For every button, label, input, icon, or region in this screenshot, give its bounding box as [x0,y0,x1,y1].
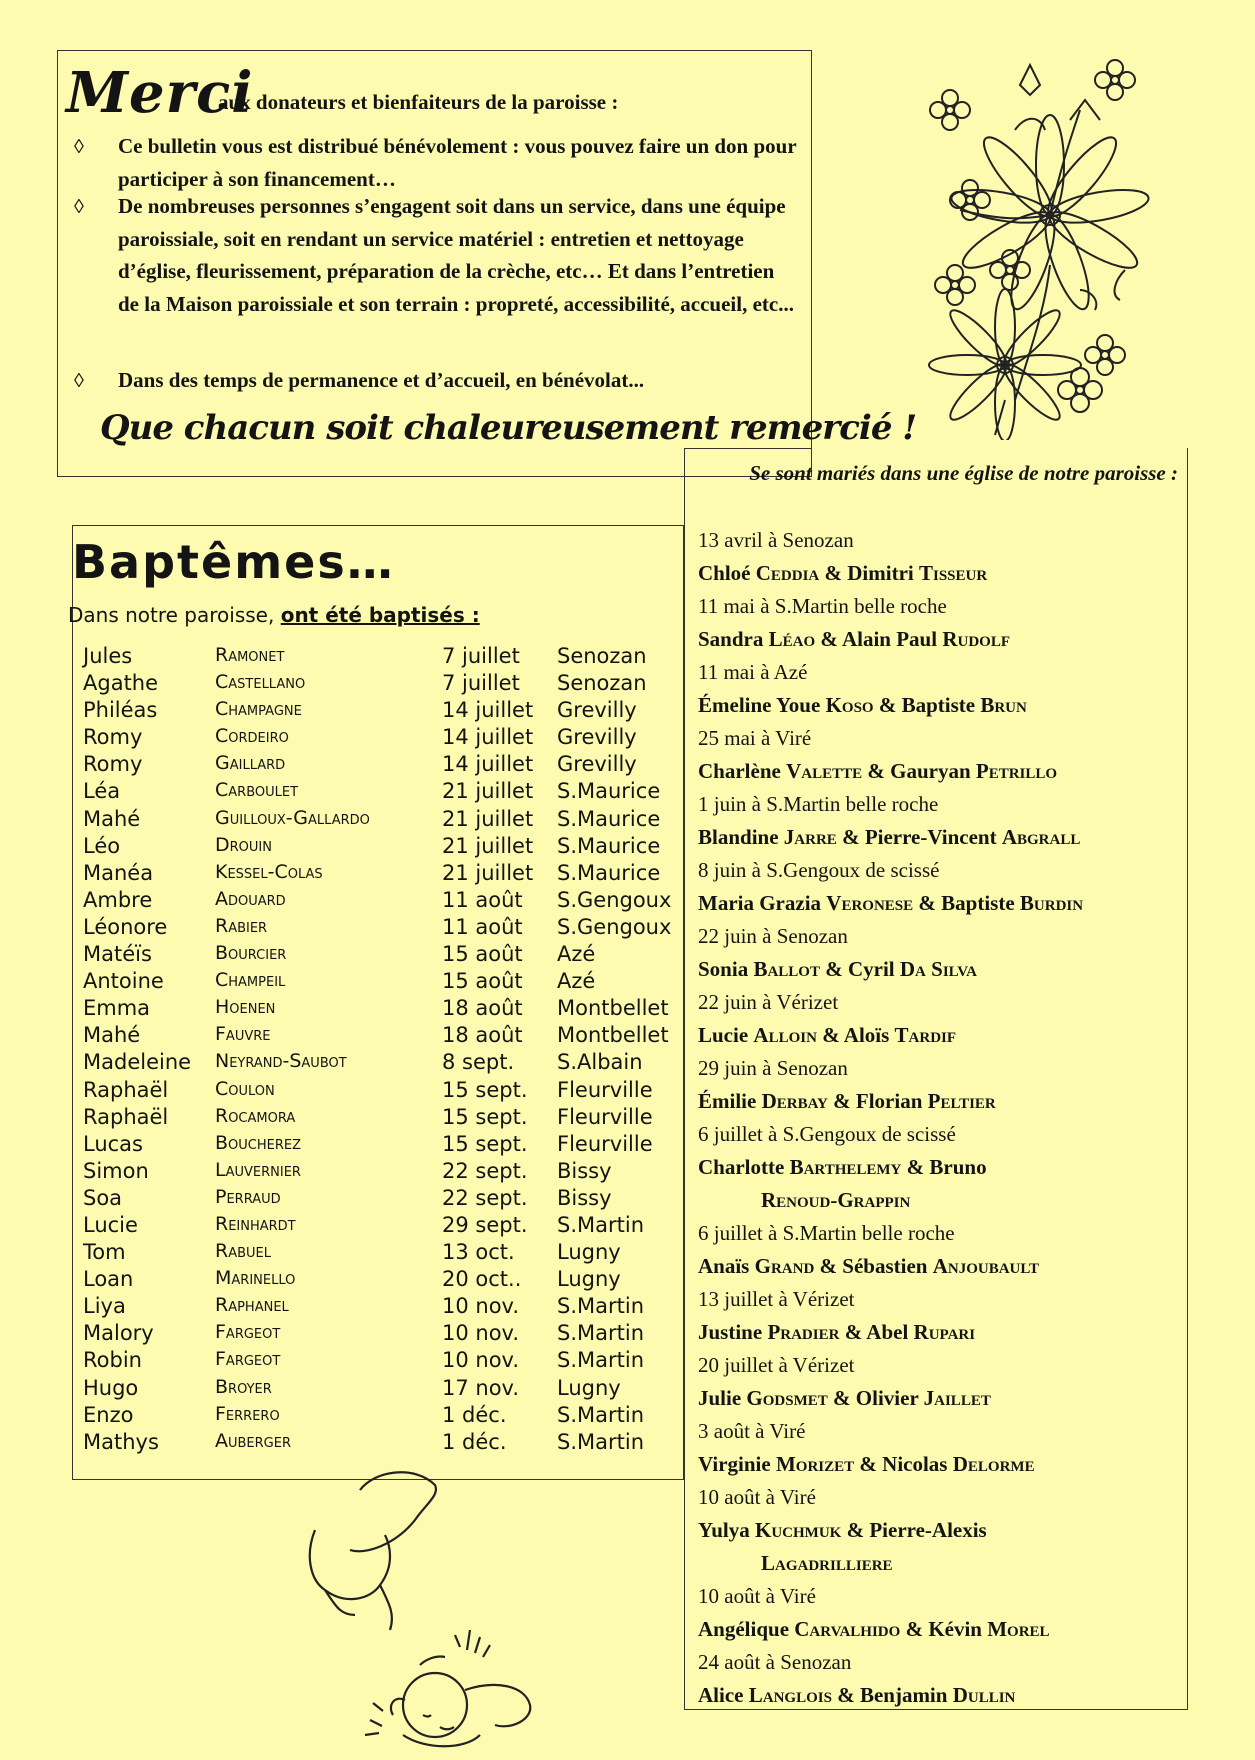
spouse-b-first-name: Alain Paul [841,627,938,651]
marriage-couple: Chloé Ceddia & Dimitri Tisseur [698,561,988,585]
baptism-date: 8 sept. [442,1050,515,1075]
baptism-date: 13 oct. [442,1240,515,1265]
spouse-b-last-name: Tardif [894,1023,957,1047]
baptism-place: Senozan [557,644,647,668]
baptism-last-name: Coulon [215,1077,275,1100]
marriage-couple: Sonia Ballot & Cyril Da Silva [698,957,978,981]
baptism-place: Fleurville [557,1104,653,1129]
spouse-b-first-name: Gauryan [890,759,971,783]
mariages-box-top-border [684,448,812,449]
baptism-date: 20 oct.. [442,1267,522,1292]
spouse-a-first-name: Charlène [698,759,781,783]
spouse-b-first-name: Bruno [929,1155,987,1179]
baptism-date: 10 nov. [442,1294,520,1319]
spouse-a-first-name: Sonia [698,957,749,981]
spouse-b-first-name: Benjamin [859,1683,948,1707]
baptism-date: 11 août [442,914,523,939]
baptism-row [80,644,680,671]
baptism-date: 15 août [442,942,523,967]
marriage-date-place: 25 mai à Viré [698,726,812,750]
marriage-couple-continued [698,1184,1178,1217]
spouse-a-last-name: Carvalhido [794,1617,901,1641]
baptemes-list [80,644,680,1457]
baptism-date: 21 juillet [442,860,534,885]
baptism-row [80,1403,680,1430]
baptism-last-name: Boucherez [215,1131,302,1154]
baptism-row [80,1267,680,1294]
baptism-row [80,1078,680,1105]
flowers-drawing-icon [900,50,1160,440]
baptism-first-name: Mahé [83,1023,141,1048]
baptism-last-name: Gaillard [215,752,286,775]
spouse-b-last-name: Morel [987,1617,1050,1641]
baptism-date: 1 déc. [442,1402,507,1427]
spouse-b-last-name: Da Silva [899,957,978,981]
spouse-b-first-name: Kévin [928,1617,982,1641]
baptism-last-name: Champeil [215,969,286,992]
baptism-date: 29 sept. [442,1212,528,1237]
baptism-place: Fleurville [557,1131,653,1156]
baptism-last-name: Hoenen [215,996,276,1019]
baptism-row [80,915,680,942]
baptemes-title: Baptêmes… [72,535,395,589]
spouse-b-last-name: Renoud-Grappin [761,1188,911,1212]
spouse-a-first-name: Émeline Youe [698,693,821,717]
baptism-row [80,861,680,888]
baptism-row [80,1132,680,1159]
spouse-a-first-name: Julie [698,1386,742,1410]
spouse-a-last-name: Ballot [753,957,820,981]
spouse-b-last-name: Abgrall [1001,825,1081,849]
baptism-last-name: Fauvre [215,1023,271,1046]
baptism-place: S.Albain [557,1050,643,1075]
baptism-place: S.Martin [557,1402,645,1427]
spouse-a-first-name: Angélique [698,1617,790,1641]
baptism-last-name: Champagne [215,698,302,721]
marriage-couple: Charlotte Barthelemy & Bruno [698,1155,987,1179]
merci-title: Merci [66,60,254,126]
baptism-row [80,942,680,969]
spouse-b-first-name: Aloïs [843,1023,890,1047]
baptism-date: 21 juillet [442,833,534,858]
marriage-couple: Émilie Derbay & Florian Peltier [698,1089,996,1113]
spouse-a-last-name: Godsmet [746,1386,828,1410]
diamond-bullet-icon: ◊ [74,196,84,218]
baptism-date: 14 juillet [442,698,534,723]
baptism-date: 14 juillet [442,725,534,750]
spouse-b-first-name: Cyril [847,957,895,981]
marriage-date-place: 13 avril à Senozan [698,528,854,552]
baptism-first-name: Enzo [83,1402,134,1427]
baptism-first-name: Lucas [83,1131,143,1156]
baptism-row [80,1105,680,1132]
spouse-a-last-name: Morizet [775,1452,855,1476]
spouse-a-last-name: Veronese [826,891,914,915]
marriage-couple: Anaïs Grand & Sébastien Anjoubault [698,1254,1040,1278]
spouse-a-last-name: Kuchmuk [755,1518,842,1542]
marriage-couple: Yulya Kuchmuk & Pierre-Alexis [698,1518,987,1542]
baptism-last-name: Ramonet [215,644,285,666]
baptism-row [80,1240,680,1267]
baptism-date: 15 août [442,969,523,994]
baptism-date: 15 sept. [442,1104,528,1129]
baptism-first-name: Antoine [83,969,164,994]
marriage-couple: Julie Godsmet & Olivier Jaillet [698,1386,991,1410]
marriage-couple: Angélique Carvalhido & Kévin Morel [698,1617,1050,1641]
baptism-place: S.Maurice [557,779,661,804]
spouse-a-first-name: Émilie [698,1089,757,1113]
spouse-a-first-name: Blandine [698,825,779,849]
baptism-place: S.Maurice [557,833,661,858]
baptism-first-name: Hugo [83,1375,139,1400]
baptism-first-name: Agathe [83,671,159,696]
merci-paragraph: Ce bulletin vous est distribué bénévolement : vous pouvez faire un don pour participer à son financement… [118,134,797,191]
marriage-date-place: 29 juin à Senozan [698,1056,848,1080]
spouse-b-last-name: Jaillet [923,1386,991,1410]
baptism-last-name: Rabuel [215,1240,271,1263]
spouse-a-first-name: Lucie [698,1023,749,1047]
baptism-row [80,1186,680,1213]
baptism-place: S.Martin [557,1294,645,1319]
baptism-date: 18 août [442,1023,523,1048]
baptemes-intro-bold: ont été baptisés : [280,603,480,627]
mariages-header: Se sont mariés dans une église de notre paroisse : [749,461,1178,485]
baptism-last-name: Perraud [215,1185,281,1208]
baptism-row [80,834,680,861]
marriage-date-place: 6 juillet à S.Gengoux de scissé [698,1122,956,1146]
baptism-row [80,779,680,806]
baptism-place: Bissy [557,1185,612,1210]
baptism-first-name: Tom [83,1240,126,1265]
baptism-place: Senozan [557,671,647,696]
baptism-last-name: Reinhardt [215,1212,296,1235]
baptism-first-name: Lucie [83,1212,138,1237]
spouse-a-first-name: Chloé [698,561,751,585]
baptism-last-name: Bourcier [215,942,287,965]
merci-intro: aux donateurs et bienfaiteurs de la paroisse : [218,90,619,114]
spouse-b-last-name: Rupari [913,1320,976,1344]
baptism-place: Azé [557,969,596,994]
spouse-b-first-name: Pierre-Alexis [869,1518,987,1542]
marriage-couple: Charlène Valette & Gauryan Petrillo [698,759,1058,783]
baptism-place: S.Martin [557,1321,645,1346]
spouse-b-first-name: Sébastien [842,1254,928,1278]
baptism-last-name: Rabier [215,914,268,937]
spouse-a-last-name: Ceddia [755,561,820,585]
baptism-date: 22 sept. [442,1185,528,1210]
marriage-date-place: 1 juin à S.Martin belle roche [698,792,939,816]
baptism-row [80,1023,680,1050]
spouse-a-first-name: Maria Grazia [698,891,822,915]
baptism-row [80,888,680,915]
merci-paragraph: De nombreuses personnes s’engagent soit dans un service, dans une équipe paroissiale, soit en rendant un service matériel : entretien et nettoyage d’église, fleurissement, préparation de la crèche, etc… Et dans l’entretien de la Maison paroissiale et son terrain : propreté, accessibilité, accueil, etc... [118,194,794,316]
spouse-b-first-name: Baptiste [941,891,1015,915]
baptism-row [80,1430,680,1457]
mariages-list [698,524,1178,1712]
baptism-first-name: Liya [83,1294,126,1319]
marriage-couple: Maria Grazia Veronese & Baptiste Burdin [698,891,1084,915]
marriage-date-place: 8 juin à S.Gengoux de scissé [698,858,940,882]
marriage-couple-continued [698,1547,1178,1580]
baptism-row [80,1376,680,1403]
baptism-row [80,752,680,779]
baptism-last-name: Drouin [215,833,272,856]
baptism-place: Fleurville [557,1077,653,1102]
baptism-last-name: Rocamora [215,1104,296,1127]
spouse-b-first-name: Olivier [855,1386,919,1410]
spouse-a-first-name: Justine [698,1320,763,1344]
baptism-date: 10 nov. [442,1321,520,1346]
baptism-last-name: Neyrand-Saubot [215,1050,347,1073]
baptism-date: 21 juillet [442,779,534,804]
spouse-a-last-name: Derbay [761,1089,828,1113]
baptism-place: Grevilly [557,752,637,777]
merci-paragraph: Dans des temps de permanence et d’accueil, en bénévolat... [118,368,645,392]
spouse-a-last-name: Léao [768,627,816,651]
marriage-date-place: 20 juillet à Vérizet [698,1353,855,1377]
baptism-place: S.Maurice [557,860,661,885]
baptism-date: 7 juillet [442,644,520,668]
baptism-first-name: Léa [83,779,121,804]
baptism-last-name: Marinello [215,1267,296,1290]
marriage-date-place: 11 mai à Azé [698,660,808,684]
spouse-a-first-name: Alice [698,1683,744,1707]
baptism-place: S.Gengoux [557,914,672,939]
spouse-a-last-name: Jarre [783,825,837,849]
spouse-a-first-name: Sandra [698,627,764,651]
baptism-first-name: Manéa [83,860,154,885]
marriage-date-place: 6 juillet à S.Martin belle roche [698,1221,955,1245]
baptism-first-name: Léo [83,833,121,858]
baptism-place: Lugny [557,1267,621,1292]
baptism-date: 1 déc. [442,1429,507,1454]
baptism-row [80,969,680,996]
spouse-b-last-name: Dullin [952,1683,1016,1707]
spouse-a-last-name: Alloin [753,1023,817,1047]
baptism-row [80,1213,680,1240]
baptism-row [80,1348,680,1375]
marriage-date-place: 13 juillet à Vérizet [698,1287,855,1311]
marriage-couple: Alice Langlois & Benjamin Dullin [698,1683,1016,1707]
spouse-b-first-name: Abel [866,1320,909,1344]
baptism-row [80,1050,680,1077]
spouse-a-first-name: Charlotte [698,1155,785,1179]
baptism-first-name: Ambre [83,887,153,912]
spouse-b-first-name: Pierre-Vincent [864,825,997,849]
baptism-first-name: Raphaël [83,1104,169,1129]
baptism-place: Grevilly [557,725,637,750]
spouse-b-last-name: Anjoubault [932,1254,1040,1278]
spouse-b-last-name: Delorme [952,1452,1035,1476]
marriage-couple: Blandine Jarre & Pierre-Vincent Abgrall [698,825,1081,849]
baptism-first-name: Jules [83,644,133,668]
spouse-b-first-name: Florian [855,1089,923,1113]
marriage-date-place: 3 août à Viré [698,1419,806,1443]
baptism-last-name: Fargeot [215,1321,281,1344]
marriage-couple: Justine Pradier & Abel Rupari [698,1320,976,1344]
spouse-a-last-name: Barthelemy [789,1155,902,1179]
baptism-row [80,698,680,725]
marriage-couple: Sandra Léao & Alain Paul Rudolf [698,627,1010,651]
baptism-first-name: Robin [83,1348,142,1373]
spouse-b-first-name: Dimitri [847,561,914,585]
baptism-first-name: Philéas [83,698,158,723]
baptism-first-name: Simon [83,1158,149,1183]
baptism-place: Grevilly [557,698,637,723]
baptism-place: Montbellet [557,996,669,1021]
baptism-date: 15 sept. [442,1077,528,1102]
baptism-last-name: Carboulet [215,779,299,802]
baptism-date: 14 juillet [442,752,534,777]
spouse-b-last-name: Brun [980,693,1027,717]
baptism-first-name: Madeleine [83,1050,192,1075]
baptism-place: Bissy [557,1158,612,1183]
marriage-couple: Lucie Alloin & Aloïs Tardif [698,1023,957,1047]
baptism-date: 11 août [442,887,523,912]
baptism-row [80,996,680,1023]
baptism-row [80,1321,680,1348]
baptism-place: Lugny [557,1375,621,1400]
baptism-place: S.Maurice [557,806,661,831]
baptism-row [80,1159,680,1186]
baptism-last-name: Ferrero [215,1402,280,1425]
baptism-first-name: Soa [83,1185,123,1210]
baptism-baby-drawing-icon [295,1465,575,1760]
baptism-first-name: Mathys [83,1429,159,1454]
baptism-place: Azé [557,942,596,967]
baptism-first-name: Romy [83,752,143,777]
marriage-date-place: 10 août à Viré [698,1584,816,1608]
baptism-row [80,725,680,752]
baptism-date: 22 sept. [442,1158,528,1183]
baptism-first-name: Mahé [83,806,141,831]
baptism-first-name: Raphaël [83,1077,169,1102]
baptism-first-name: Matéïs [83,942,152,967]
baptemes-intro-prefix: Dans notre paroisse, [68,603,275,627]
baptism-first-name: Malory [83,1321,154,1346]
baptism-row [80,671,680,698]
spouse-a-first-name: Virginie [698,1452,771,1476]
spouse-a-last-name: Valette [786,759,863,783]
diamond-bullet-icon: ◊ [74,136,84,158]
spouse-b-last-name: Burdin [1019,891,1084,915]
baptism-date: 18 août [442,996,523,1021]
baptism-place: S.Martin [557,1429,645,1454]
marriage-date-place: 11 mai à S.Martin belle roche [698,594,947,618]
baptism-date: 7 juillet [442,671,520,696]
spouse-a-last-name: Langlois [748,1683,832,1707]
diamond-bullet-icon: ◊ [74,370,84,392]
baptism-last-name: Raphanel [215,1294,289,1317]
spouse-a-first-name: Anaïs [698,1254,750,1278]
baptism-last-name: Broyer [215,1375,272,1398]
spouse-b-first-name: Baptiste [901,693,976,717]
spouse-b-last-name: Rudolf [942,627,1010,651]
baptism-place: S.Martin [557,1348,645,1373]
baptism-date: 17 nov. [442,1375,520,1400]
marriage-couple: Virginie Morizet & Nicolas Delorme [698,1452,1035,1476]
baptism-last-name: Fargeot [215,1348,281,1371]
baptism-last-name: Lauvernier [215,1158,301,1181]
spouse-a-last-name: Koso [825,693,874,717]
baptism-place: S.Martin [557,1212,645,1237]
baptism-date: 15 sept. [442,1131,528,1156]
spouse-b-last-name: Peltier [927,1089,996,1113]
marriage-date-place: 22 juin à Senozan [698,924,848,948]
baptism-last-name: Castellano [215,671,306,694]
baptism-last-name: Adouard [215,887,286,910]
baptism-row [80,807,680,834]
baptism-place: Montbellet [557,1023,669,1048]
spouse-b-last-name: Lagadrilliere [761,1551,893,1575]
spouse-b-last-name: Petrillo [975,759,1058,783]
marriage-date-place: 24 août à Senozan [698,1650,852,1674]
baptism-row [80,1294,680,1321]
spouse-a-first-name: Yulya [698,1518,750,1542]
baptism-first-name: Romy [83,725,143,750]
spouse-a-last-name: Grand [754,1254,815,1278]
baptemes-intro [68,603,480,627]
baptism-place: Lugny [557,1240,621,1265]
marriage-date-place: 22 juin à Vérizet [698,990,839,1014]
baptism-last-name: Cordeiro [215,725,289,748]
marriage-couple: Émeline Youe Koso & Baptiste Brun [698,693,1027,717]
baptism-place: S.Gengoux [557,887,672,912]
baptism-last-name: Auberger [215,1429,291,1452]
marriage-date-place: 10 août à Viré [698,1485,816,1509]
baptism-date: 10 nov. [442,1348,520,1373]
baptism-date: 21 juillet [442,806,534,831]
merci-closing: Que chacun soit chaleureusement remercié ! [100,408,917,448]
baptism-last-name: Kessel-Colas [215,860,323,883]
spouse-b-first-name: Nicolas [882,1452,948,1476]
baptism-last-name: Guilloux-Gallardo [215,806,370,829]
baptism-first-name: Léonore [83,914,168,939]
baptism-first-name: Loan [83,1267,134,1292]
spouse-a-last-name: Pradier [767,1320,840,1344]
spouse-b-last-name: Tisseur [919,561,988,585]
baptism-first-name: Emma [83,996,151,1021]
